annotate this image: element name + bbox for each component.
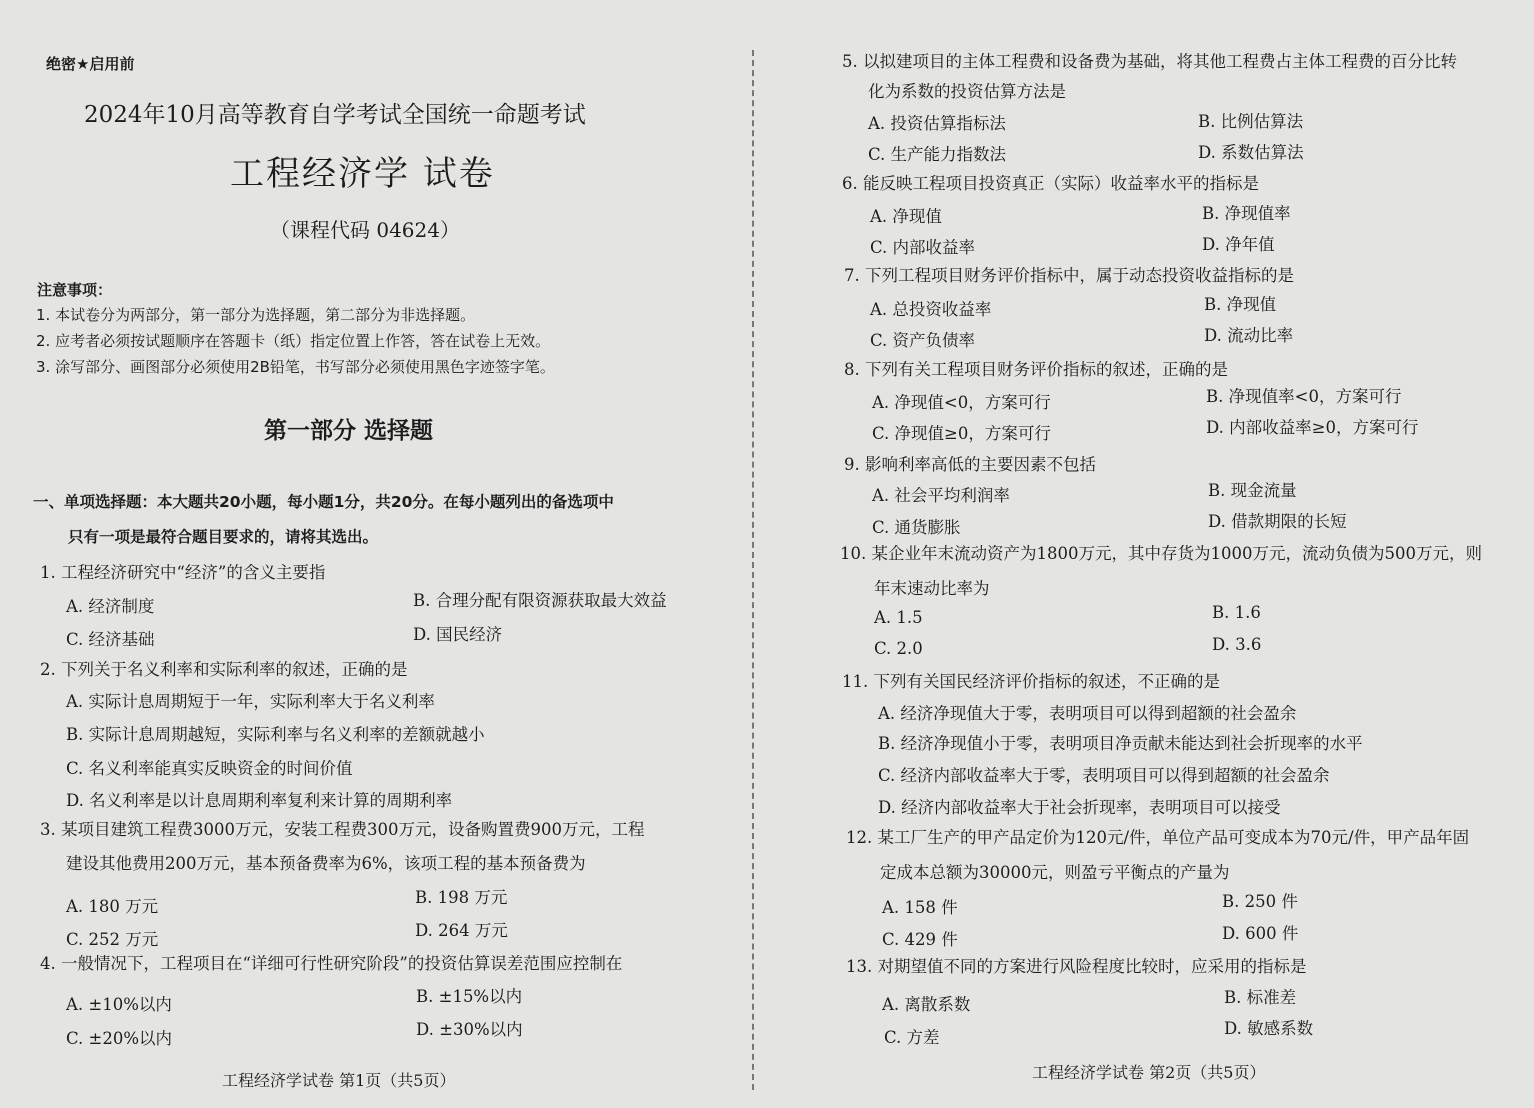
- option-d: D. 名义利率是以计息周期利率复利来计算的周期利率: [66, 791, 453, 810]
- option-a: A. 经济制度: [66, 597, 155, 616]
- question-11: 11. 下列有关国民经济评价指标的叙述，不正确的是: [842, 672, 1220, 691]
- question-3-line2: 建设其他费用200万元，基本预备费率为6%，该项工程的基本预备费为: [66, 854, 586, 873]
- option-c: C. 通货膨胀: [872, 518, 961, 537]
- page-divider: [752, 50, 754, 1090]
- option-a: A. 离散系数: [882, 995, 971, 1014]
- option-c: C. 生产能力指数法: [868, 145, 1007, 164]
- option-a: A. 实际计息周期短于一年，实际利率大于名义利率: [66, 692, 435, 711]
- option-d: D. 经济内部收益率大于社会折现率，表明项目可以接受: [878, 798, 1281, 817]
- option-d: D. 国民经济: [413, 625, 503, 644]
- part-title: 第一部分 选择题: [264, 418, 434, 444]
- option-a: A. ±10%以内: [66, 995, 172, 1014]
- option-c: C. 经济基础: [66, 630, 155, 649]
- option-d: D. 借款期限的长短: [1208, 512, 1347, 531]
- question-2: 2. 下列关于名义利率和实际利率的叙述，正确的是: [40, 660, 408, 679]
- option-a: A. 净现值: [870, 207, 942, 226]
- confidential-label: 绝密★启用前: [46, 55, 135, 73]
- notice-heading: 注意事项：: [37, 281, 113, 299]
- option-d: D. 600 件: [1222, 924, 1299, 943]
- option-c: C. 方差: [884, 1028, 940, 1047]
- option-d: D. 3.6: [1212, 635, 1262, 654]
- option-b: B. 净现值: [1204, 295, 1277, 314]
- section-instruction-line1: 一、单项选择题：本大题共20小题，每小题1分，共20分。在每小题列出的备选项中: [33, 493, 614, 511]
- option-b: B. 1.6: [1212, 603, 1261, 622]
- question-5-line2: 化为系数的投资估算方法是: [868, 82, 1066, 101]
- option-d: D. 系数估算法: [1198, 143, 1304, 162]
- option-b: B. 合理分配有限资源获取最大效益: [413, 591, 667, 610]
- option-a: A. 180 万元: [66, 897, 159, 916]
- notice-item: 1. 本试卷分为两部分，第一部分为选择题，第二部分为非选择题。: [36, 306, 476, 324]
- option-d: D. 敏感系数: [1224, 1019, 1314, 1038]
- option-b: B. 净现值率: [1202, 204, 1291, 223]
- option-d: D. 流动比率: [1204, 326, 1294, 345]
- question-6: 6. 能反映工程项目投资真正（实际）收益率水平的指标是: [842, 174, 1259, 193]
- option-b: B. 标准差: [1224, 988, 1297, 1007]
- question-7: 7. 下列工程项目财务评价指标中，属于动态投资收益指标的是: [844, 266, 1294, 285]
- question-10-line2: 年末速动比率为: [874, 579, 990, 598]
- notice-item: 3. 涂写部分、画图部分必须使用2B铅笔，书写部分必须使用黑色字迹签字笔。: [36, 358, 555, 376]
- option-c: C. 2.0: [874, 639, 923, 658]
- exam-title: 2024年10月高等教育自学考试全国统一命题考试: [84, 102, 586, 128]
- option-b: B. ±15%以内: [416, 987, 523, 1006]
- option-c: C. 名义利率能真实反映资金的时间价值: [66, 759, 353, 778]
- page-footer: 工程经济学试卷 第1页（共5页）: [222, 1071, 456, 1090]
- option-c: C. ±20%以内: [66, 1029, 173, 1048]
- option-b: B. 经济净现值小于零，表明项目净贡献未能达到社会折现率的水平: [878, 734, 1363, 753]
- option-c: C. 429 件: [882, 930, 958, 949]
- option-b: B. 比例估算法: [1198, 112, 1304, 131]
- notice-item: 2. 应考者必须按试题顺序在答题卡（纸）指定位置上作答，答在试卷上无效。: [36, 332, 551, 350]
- question-12-line2: 定成本总额为30000元，则盈亏平衡点的产量为: [880, 863, 1230, 882]
- exam-page-2: [762, 0, 1534, 1108]
- option-c: C. 净现值≥0，方案可行: [872, 424, 1051, 443]
- question-10-line1: 10. 某企业年末流动资产为1800万元，其中存货为1000万元，流动负债为500万元，则: [840, 544, 1482, 563]
- option-a: A. 投资估算指标法: [868, 114, 1006, 133]
- paper-title: 工程经济学 试卷: [230, 154, 495, 194]
- question-1: 1. 工程经济研究中“经济”的含义主要指: [40, 563, 326, 582]
- option-a: A. 1.5: [874, 608, 923, 627]
- question-5-line1: 5. 以拟建项目的主体工程费和设备费为基础，将其他工程费占主体工程费的百分比转: [842, 52, 1457, 71]
- option-c: C. 经济内部收益率大于零，表明项目可以得到超额的社会盈余: [878, 766, 1330, 785]
- option-a: A. 净现值<0，方案可行: [872, 393, 1051, 412]
- option-d: D. 净年值: [1202, 235, 1275, 254]
- question-8: 8. 下列有关工程项目财务评价指标的叙述，正确的是: [844, 360, 1228, 379]
- option-d: D. 内部收益率≥0，方案可行: [1206, 418, 1419, 437]
- option-d: D. 264 万元: [415, 921, 508, 940]
- question-3-line1: 3. 某项目建筑工程费3000万元，安装工程费300万元，设备购置费900万元，工程: [40, 820, 645, 839]
- option-c: C. 资产负债率: [870, 331, 976, 350]
- page-footer: 工程经济学试卷 第2页（共5页）: [1032, 1063, 1266, 1082]
- option-d: D. ±30%以内: [416, 1020, 523, 1039]
- option-b: B. 实际计息周期越短，实际利率与名义利率的差额就越小: [66, 725, 485, 744]
- exam-page-1: [0, 0, 750, 1108]
- option-b: B. 250 件: [1222, 892, 1298, 911]
- question-4: 4. 一般情况下，工程项目在“详细可行性研究阶段”的投资估算误差范围应控制在: [40, 954, 623, 973]
- option-a: A. 经济净现值大于零，表明项目可以得到超额的社会盈余: [878, 704, 1297, 723]
- option-a: A. 总投资收益率: [870, 300, 992, 319]
- option-c: C. 252 万元: [66, 930, 159, 949]
- option-b: B. 现金流量: [1208, 481, 1297, 500]
- question-13: 13. 对期望值不同的方案进行风险程度比较时，应采用的指标是: [846, 957, 1307, 976]
- option-c: C. 内部收益率: [870, 238, 976, 257]
- option-b: B. 198 万元: [415, 888, 508, 907]
- question-12-line1: 12. 某工厂生产的甲产品定价为120元/件，单位产品可变成本为70元/件，甲产品年固: [846, 828, 1470, 847]
- option-a: A. 158 件: [882, 898, 958, 917]
- course-code: （课程代码 04624）: [270, 218, 460, 242]
- option-b: B. 净现值率<0，方案可行: [1206, 387, 1402, 406]
- option-a: A. 社会平均利润率: [872, 486, 1010, 505]
- section-instruction-line2: 只有一项是最符合题目要求的，请将其选出。: [68, 528, 379, 546]
- question-9: 9. 影响利率高低的主要因素不包括: [844, 455, 1096, 474]
